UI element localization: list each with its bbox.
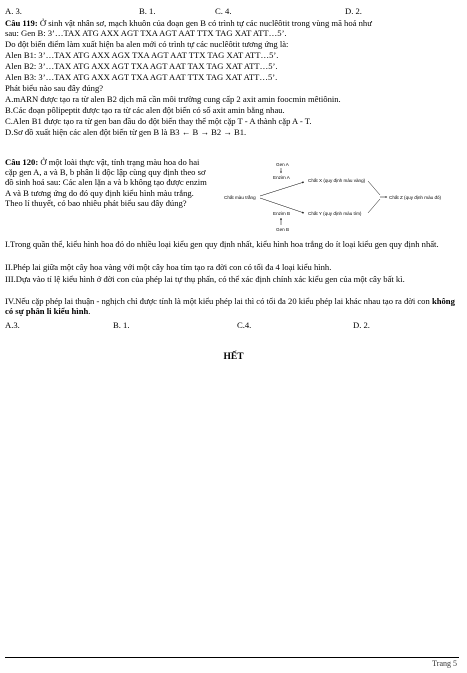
q120-statement-1: I.Trong quần thể, kiểu hình hoa đỏ do nhiều loại kiểu gen quy định nhất, kiểu hình hoa trắng do ít loại kiểu gen quy định nhất. [5,239,439,249]
q119-stem-line2: sau: Gen B: 3’…TAX ATG AXX AGT TXA AGT AAT TTX TAG XAT ATT…5’. [5,28,287,38]
diagram-arrow-x-to-z [368,181,380,195]
diagram-gene-a: Gen A [276,162,289,167]
q119-choice-d: D.Sơ đồ xuất hiện các alen đột biến từ gen B là B3 ← B → B2 → B1. [5,127,247,137]
q120-statement-2: II.Phép lai giữa một cây hoa vàng với một cây hoa tím tạo ra đời con có tối đa 4 loại kiểu hình. [5,262,332,272]
q119-allele-b2: Alen B2: 3’…TAX ATG AXX AGT TXA AGT AAT TAX TAG XAT ATT…5’. [5,61,278,71]
diagram-arrow-to-x [260,182,304,196]
q119-choice-a: A.mARN được tạo ra từ alen B2 dịch mã cần môi trường cung cấp 2 axit amin foocmin mêtiônin. [5,94,341,104]
page-number: Trang 5 [432,659,457,668]
q120-option-b: B. 1. [113,320,130,330]
q119-choice-c: C.Alen B1 được tạo ra từ gen ban đầu do đột biến thay thế một cặp T - A thành cặp A - T. [5,116,312,126]
q120-stem: Câu 120: Ở một loài thực vật, tính trạng màu hoa do hai cặp gen A, a và B, b phân li độc lập cùng quy định theo sơ đồ sinh hoá sau: Các alen lặn a và b không tạo được enzim A và B tương ứng do đó quy định kiểu hình màu trắng. Theo lí thuyết, có bao nhiêu phát biểu sau đây đúng? [5,157,207,208]
diagram-arrow-y-to-z [368,199,380,213]
diagram-substance-z: Chất Z (quy định màu đỏ) [389,195,442,200]
q119-allele-b3: Alen B3: 3’…TAX ATG AXX AGT TXA AGT AAT TTX TAG XAT ATT…5’. [5,72,278,82]
q120-statement-4: IV.Nếu cặp phép lai thuận - nghịch chỉ được tính là một kiểu phép lai thì có tối đa 20 kiểu phép lai khác nhau tạo ra đời con không có sự phân li kiểu hình. [5,296,455,317]
diagram-substance-y: Chất Y (quy định màu tím) [308,211,362,216]
q119-allele-b1: Alen B1: 3’…TAX ATG AXX AGX TXA AGT AAT TTX TAG XAT ATT…5’. [5,50,279,60]
footer-divider [5,657,459,658]
pathway-diagram [220,158,465,236]
diagram-gene-b: Gen B [276,227,290,232]
q120-options [5,320,460,330]
q119-prompt: Phát biểu nào sau đây đúng? [5,83,104,93]
q120-option-a: A.3. [5,320,20,330]
diagram-enzyme-a: Enzim A [273,175,290,180]
diagram-enzyme-b: Enzim B [273,211,291,216]
diagram-white-substance: Chất màu trắng [224,195,256,200]
option-d: D. 2. [345,6,362,16]
option-a: A. 3. [5,6,22,16]
q119-stem-line1: Câu 119: Ở sinh vật nhân sơ, mạch khuôn của đoạn gen B có trình tự các nuclêôtit trong vùng mã hoá như [5,18,372,28]
q120-option-d: D. 2. [353,320,370,330]
q119-choice-b: B.Các đoạn pôlipeptit được tạo ra từ các alen đột biến có số axit amin bằng nhau. [5,105,285,115]
q120-statement-3: III.Dựa vào tỉ lệ kiểu hình ở đời con của phép lai tự thụ phấn, có thể xác định chính xác kiểu gen của một cây bất kì. [5,274,405,284]
end-marker: HẾT [223,352,244,362]
diagram-substance-x: Chất X (quy định màu vàng) [308,178,366,183]
q119-stem-line3: Do đột biến điểm làm xuất hiện ba alen mới có trình tự các nuclêôtit tương ứng là: [5,39,289,49]
q120-option-c: C.4. [237,320,252,330]
option-b: B. 1. [139,6,156,16]
option-c: C. 4. [215,6,232,16]
prev-question-options [5,6,460,16]
